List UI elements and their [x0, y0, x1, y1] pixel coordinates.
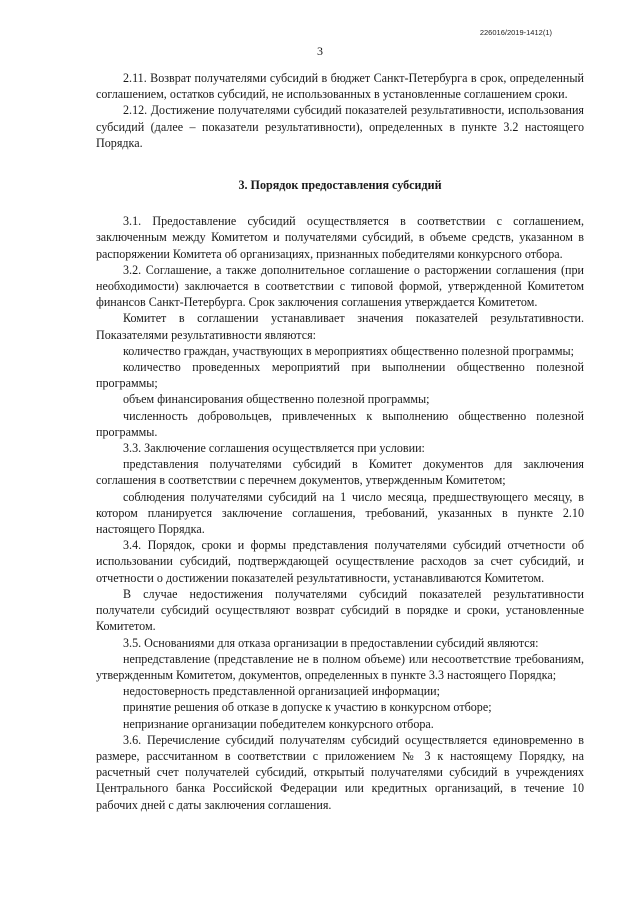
- document-body: [96, 70, 584, 813]
- paragraph: 3.1. Предоставление субсидий осуществляется в соответствии с соглашением, заключенным между Комитетом и получателями субсидий, в объеме средств, указанном в распоряжении Комитета об организациях, признанных победителями конкурсного отбора.: [96, 214, 584, 261]
- paragraph: 3.5. Основаниями для отказа организации в предоставлении субсидий являются:: [123, 635, 539, 650]
- list-item: непризнание организации победителем конкурсного отбора.: [123, 716, 434, 731]
- paragraph: 3.2. Соглашение, а также дополнительное соглашение о расторжении соглашения (при необходимости) заключается в соответствии с типовой формой, утвержденной Комитетом финансов Санкт-Петербурга. Срок заключения соглашения утверждается Комитетом.: [96, 262, 584, 310]
- list-item: недостоверность представленной организацией информации;: [123, 684, 441, 699]
- page-number: 3: [317, 44, 323, 58]
- list-item: представления получателями субсидий в Комитет документов для заключения соглашения в соответствии с перечнем документов, утвержденным Комитетом;: [96, 457, 584, 488]
- list-item: соблюдения получателями субсидий на 1 число месяца, предшествующего месяцу, в котором планируется заключение соглашения, требований, указанных в пункте 2.10 настоящего Порядка.: [96, 489, 584, 537]
- section-heading: 3. Порядок предоставления субсидий: [238, 178, 442, 193]
- paragraph: 3.3. Заключение соглашения осуществляется при условии:: [123, 441, 425, 456]
- list-item: объем финансирования общественно полезной программы;: [123, 392, 430, 407]
- paragraph: Комитет в соглашении устанавливает значения показателей результативности. Показателями результативности являются:: [96, 311, 584, 342]
- list-item: количество проведенных мероприятий при выполнении общественно полезной программы;: [96, 360, 584, 391]
- paragraph: 3.6. Перечисление субсидий получателям субсидий осуществляется единовременно в размере, рассчитанном в соответствии с приложением № 3 к настоящему Порядку, на расчетный счет получателей субсидий, открытый получателями субсидий в учреждениях Центрального банка Российской Федерации или кредитных организаций, в течение 10 рабочих дней с даты заключения соглашения.: [96, 732, 584, 812]
- paragraph: 3.4. Порядок, сроки и формы представления получателями субсидий отчетности об использовании субсидий, подтверждающей осуществление расходов за счет субсидий, и отчетности о достижении показателей результативности, устанавливаются Комитетом.: [96, 538, 584, 585]
- document-id: 226016/2019-1412(1): [479, 28, 552, 37]
- list-item: непредставление (представление не в полном объеме) или несоответствие требованиям, утвержденным Комитетом, документов, определенных в пункте 3.3 настоящего Порядка;: [96, 651, 584, 682]
- paragraph: В случае недостижения получателями субсидий показателей результативности получатели субсидий осуществляют возврат субсидий в порядке и сроки, установленные Комитетом.: [96, 586, 584, 634]
- paragraph: 2.12. Достижение получателями субсидий показателей результативности, использования субсидий (далее – показатели результативности), определенных в пункте 3.2 настоящего Порядка.: [96, 103, 584, 150]
- paragraph: 2.11. Возврат получателями субсидий в бюджет Санкт-Петербурга в срок, определенный соглашением, остатков субсидий, не использованных в установленные соглашением сроки.: [96, 71, 584, 102]
- list-item: количество граждан, участвующих в мероприятиях общественно полезной программы;: [123, 343, 574, 358]
- list-item: принятие решения об отказе в допуске к участию в конкурсном отборе;: [123, 700, 492, 715]
- list-item: численность добровольцев, привлеченных к выполнению общественно полезной программы.: [96, 408, 584, 439]
